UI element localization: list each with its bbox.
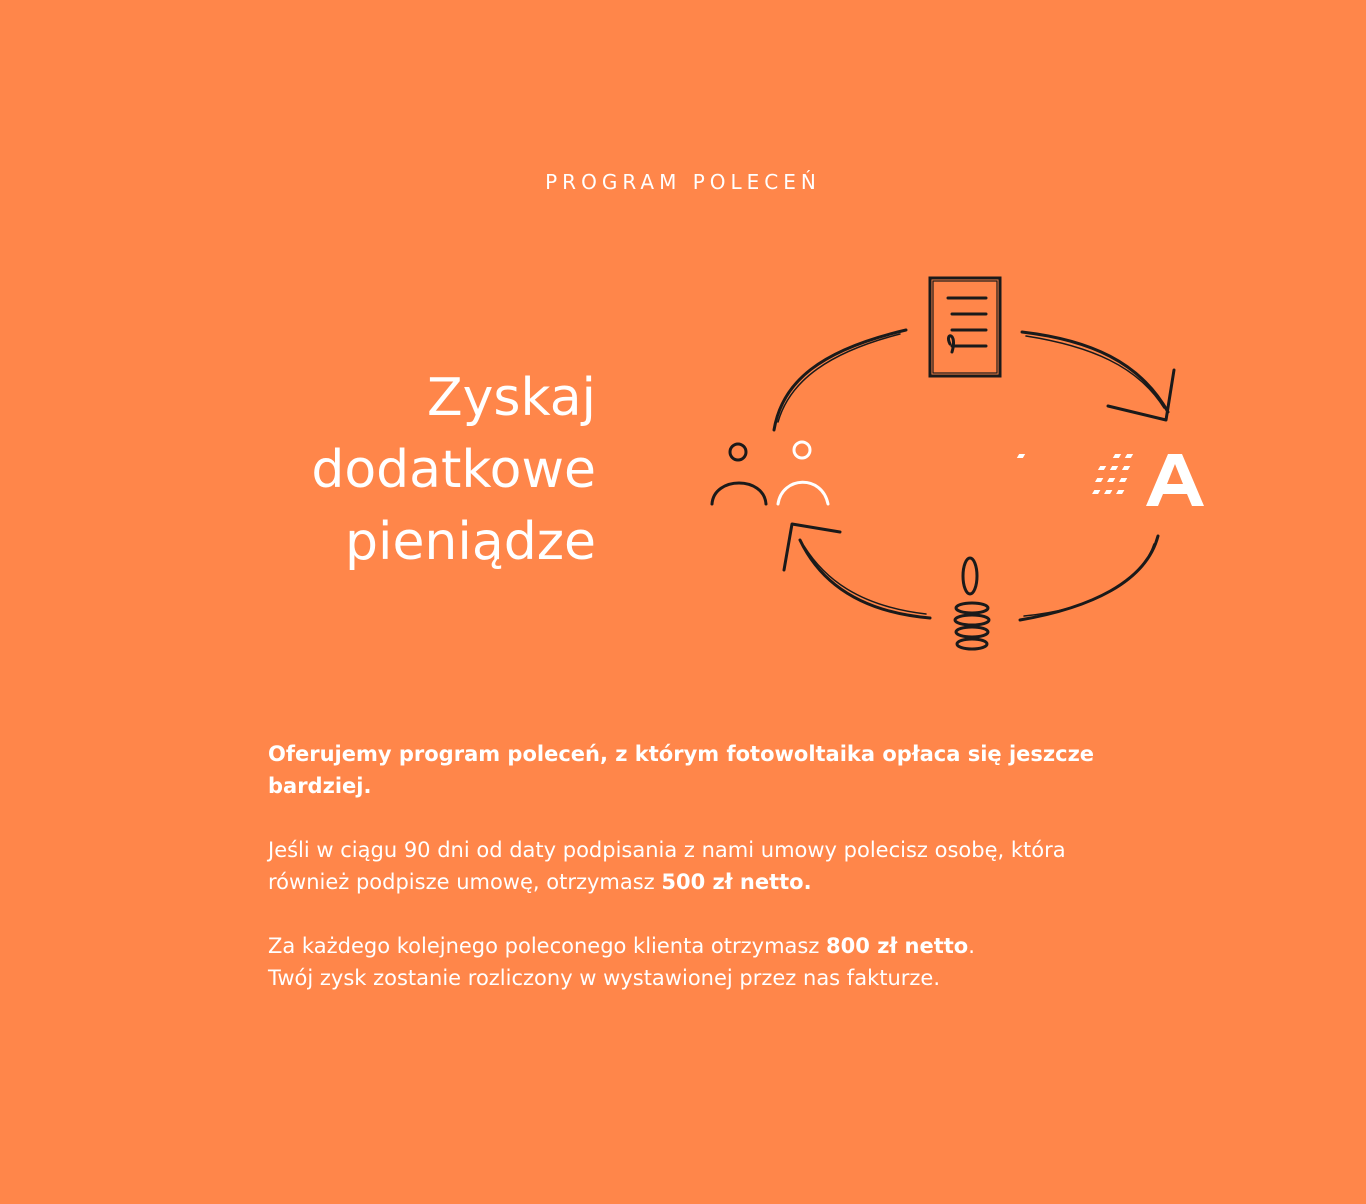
page-title: [196, 362, 596, 578]
section-eyebrow: PROGRAM POLECEŃ: [545, 170, 821, 194]
arrow-coins-to-people: [800, 540, 930, 618]
referral-paragraph: [268, 834, 1148, 898]
bonus-paragraph: [268, 930, 1148, 994]
title-line-2: dodatkowe: [311, 440, 596, 500]
company-logo-icon: [1017, 454, 1204, 506]
title-line-3: pieniądze: [344, 512, 596, 572]
arrowhead-people: [784, 524, 840, 570]
body-copy: [268, 738, 1148, 1026]
invoice-note: Twój zysk zostanie rozliczony w wystawionej przez nas fakturze.: [268, 966, 941, 990]
coins-icon: [955, 558, 989, 649]
lead-paragraph: Oferujemy program poleceń, z którym fotowoltaika opłaca się jeszcze bardziej.: [268, 742, 1095, 798]
first-referral-amount: 500 zł netto.: [661, 870, 812, 894]
arrow-contract-to-logo: [1022, 332, 1168, 412]
arrow-people-to-contract: [774, 330, 906, 430]
bonus-text: Za każdego kolejnego poleconego klienta otrzymasz: [268, 934, 820, 958]
contract-icon: [930, 278, 1000, 376]
title-line-1: Zyskaj: [427, 368, 596, 428]
referral-text: Jeśli w ciągu 90 dni od daty podpisania z nami umowy polecisz osobę, która również podpisze umowę, otrzymasz: [268, 838, 1066, 894]
arrow-logo-to-coins: [1020, 536, 1158, 620]
people-icon: [712, 442, 828, 504]
bonus-period: .: [968, 934, 975, 958]
referral-cycle-diagram: [690, 262, 1230, 672]
next-referral-amount: 800 zł netto: [826, 934, 969, 958]
